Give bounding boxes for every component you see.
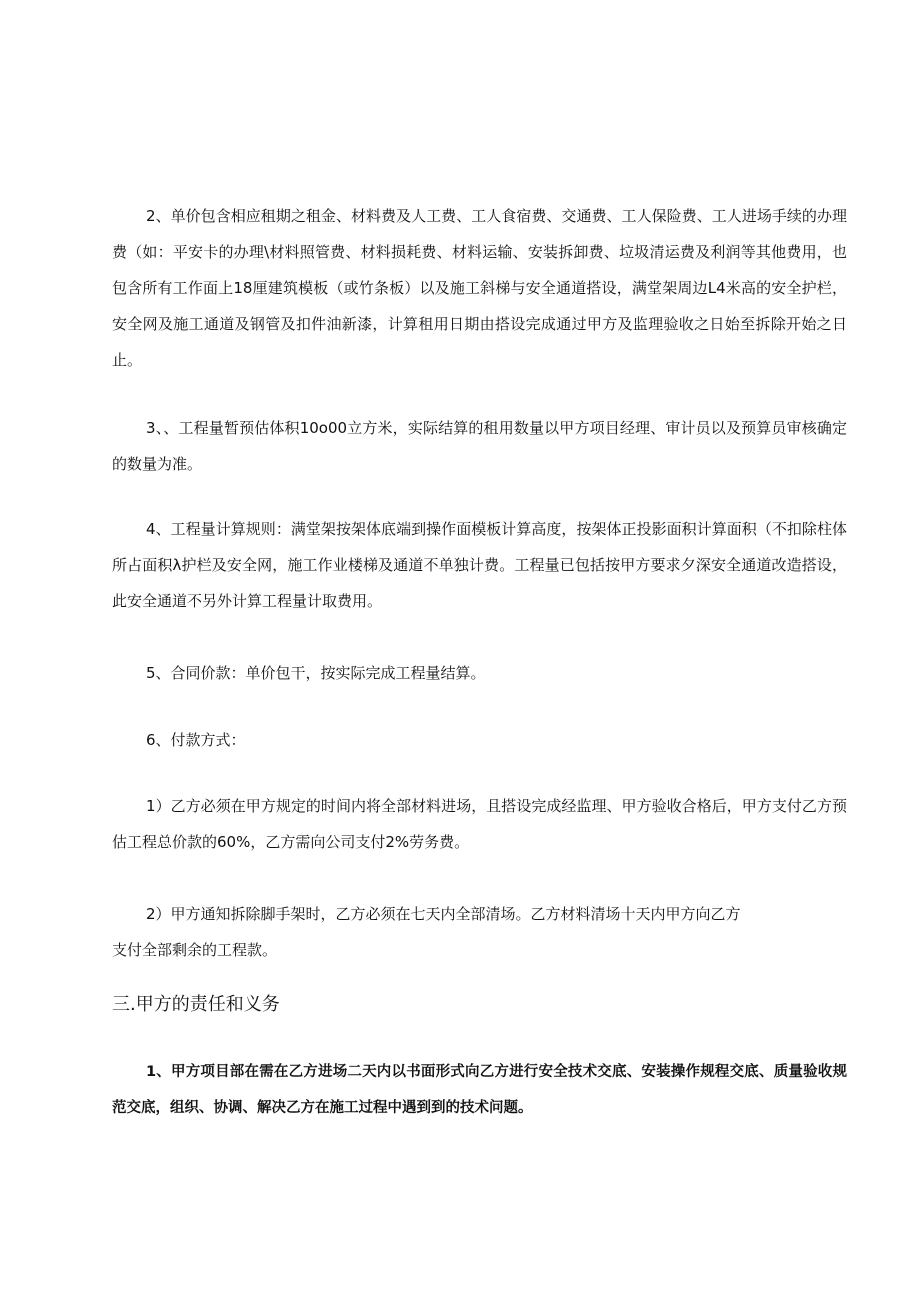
paragraph-item-6-2-line1: 2）甲方通知拆除脚手架时，乙方必须在七天内全部清场。乙方材料清场十天内甲方向乙方 — [146, 905, 741, 923]
paragraph-item-2: 2、单价包含相应租期之租金、材料费及人工费、工人食宿费、交通费、工人保险费、工人进场手续的办理费（如：平安卡的办理\材料照管费、材料损耗费、材料运输、安装拆卸费、垃圾清运费及利润等其他费用，也包含所有工作面上18厘建筑模板（或竹条板）以及施工斜梯与安全通道搭设，满堂架周边L4米高的安全护栏，安全网及施工通道及钢管及扣件油新漆，计算租用日期由搭设完成通过甲方及监理验收之日始至拆除开始之日止。 — [112, 207, 847, 369]
paragraph-item-3: 3、、工程量暂预估体积10o00立方米，实际结算的租用数量以甲方项目经理、审计员以及预算员审核确定的数量为准。 — [112, 419, 847, 473]
paragraph-item-6-2-line2: 支付全部剩余的工程款。 — [112, 941, 278, 959]
section-heading: 三.甲方的责任和义务 — [112, 994, 280, 1015]
paragraph-item-6: 6、付款方式： — [146, 731, 246, 749]
paragraph-item-6-1: 1）乙方必须在甲方规定的时间内将全部材料进场，且搭设完成经监理、甲方验收合格后，甲方支付乙方预估工程总价款的60%，乙方需向公司支付2%劳务费。 — [112, 797, 847, 851]
bold-paragraph-item-1: 1、甲方项目部在需在乙方进场二天内以书面形式向乙方进行安全技术交底、安装操作规程交底、质量验收规范交底，组织、协调、解决乙方在施工过程中遇到到的技术问题。 — [112, 1064, 847, 1116]
paragraph-item-5: 5、合同价款：单价包干，按实际完成工程量结算。 — [146, 664, 486, 682]
paragraph-item-4: 4、工程量计算规则：满堂架按架体底端到操作面模板计算高度，按架体正投影面积计算面积（不扣除柱体所占面积λ护栏及安全网，施工作业楼梯及通道不单独计费。工程量已包括按甲方要求夕深安全通道改造搭设，此安全通道不另外计算工程量计取费用。 — [112, 520, 847, 610]
